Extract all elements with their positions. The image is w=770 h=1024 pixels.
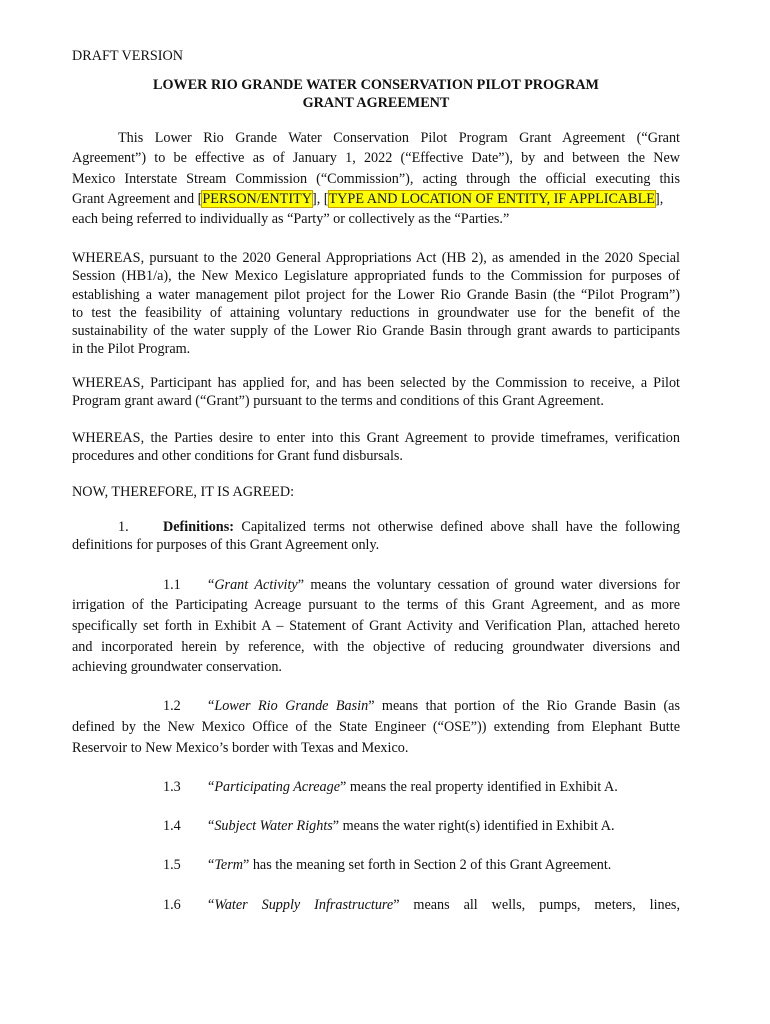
intro-line: Agreement”) to be effective as of January 1, 2022 (“Effective Date”), by and between the New bbox=[72, 150, 680, 166]
now-therefore-clause: NOW, THEREFORE, IT IS AGREED: bbox=[72, 484, 295, 500]
definition-number: 1.6 bbox=[163, 897, 181, 913]
defined-term: Term bbox=[214, 857, 243, 873]
definition-text: “Grant Activity” means the voluntary cessation of ground water diversions for bbox=[208, 577, 680, 593]
definition-text: “Term” has the meaning set forth in Section 2 of this Grant Agreement. bbox=[208, 857, 612, 873]
whereas-line: sustainability of the water supply of the Lower Rio Grande Basin through grant awards to participants bbox=[72, 323, 680, 339]
section-intro-text: Capitalized terms not otherwise defined above shall have the following bbox=[233, 519, 680, 535]
whereas-line: in the Pilot Program. bbox=[72, 341, 191, 357]
whereas-line: Program grant award (“Grant”) pursuant to the terms and conditions of this Grant Agreement. bbox=[72, 393, 604, 409]
document-title: LOWER RIO GRANDE WATER CONSERVATION PILOT PROGRAM bbox=[153, 77, 599, 93]
definition-number: 1.1 bbox=[163, 577, 181, 593]
entity-type-placeholder: TYPE AND LOCATION OF ENTITY, IF APPLICABLE bbox=[328, 191, 655, 207]
definition-number: 1.5 bbox=[163, 857, 181, 873]
definition-line: achieving groundwater conservation. bbox=[72, 659, 282, 675]
intro-line: Mexico Interstate Stream Commission (“Commission”), acting through the official executing this bbox=[72, 171, 680, 187]
definition-number: 1.3 bbox=[163, 779, 181, 795]
definition-line: specifically set forth in Exhibit A – Statement of Grant Activity and Verification Plan, attached hereto bbox=[72, 618, 680, 634]
defined-term: Lower Rio Grande Basin bbox=[214, 698, 369, 714]
defined-term: Subject Water Rights bbox=[214, 818, 333, 834]
intro-text: ], [ bbox=[311, 191, 329, 207]
definition-number: 1.2 bbox=[163, 698, 181, 714]
definition-rest: ” means the real property identified in Exhibit A. bbox=[340, 779, 618, 795]
intro-line bbox=[72, 190, 680, 209]
definition-rest: ” has the meaning set forth in Section 2 of this Grant Agreement. bbox=[242, 857, 612, 873]
person-entity-placeholder: PERSON/ENTITY bbox=[202, 191, 312, 207]
definition-rest: ” means all wells, pumps, meters, lines, bbox=[393, 897, 680, 913]
whereas-line: WHEREAS, the Parties desire to enter into this Grant Agreement to provide timeframes, verification bbox=[72, 430, 680, 446]
definition-rest: ” means the water right(s) identified in Exhibit A. bbox=[332, 818, 615, 834]
whereas-line: WHEREAS, pursuant to the 2020 General Appropriations Act (HB 2), as amended in the 2020 Special bbox=[72, 250, 680, 266]
section-line: definitions for purposes of this Grant Agreement only. bbox=[72, 537, 380, 553]
definition-text: “Lower Rio Grande Basin” means that portion of the Rio Grande Basin (as bbox=[208, 698, 681, 714]
definition-line: irrigation of the Participating Acreage pursuant to the terms of this Grant Agreement, and as more bbox=[72, 597, 680, 613]
definition-text: “Subject Water Rights” means the water right(s) identified in Exhibit A. bbox=[208, 818, 615, 834]
section-number: 1. bbox=[118, 519, 129, 535]
intro-line: This Lower Rio Grande Water Conservation Pilot Program Grant Agreement (“Grant bbox=[118, 130, 680, 146]
defined-term: Water Supply Infrastructure bbox=[214, 897, 394, 913]
section-heading: Definitions: bbox=[163, 519, 234, 535]
intro-line: each being referred to individually as “Party” or collectively as the “Parties.” bbox=[72, 211, 510, 227]
definition-text: “Water Supply Infrastructure” means all wells, pumps, meters, lines, bbox=[208, 897, 680, 913]
whereas-line: WHEREAS, Participant has applied for, and has been selected by the Commission to receive, a Pilot bbox=[72, 375, 680, 391]
intro-text: ], bbox=[654, 191, 664, 207]
intro-text: Grant Agreement and [ bbox=[72, 191, 203, 207]
definition-text: “Participating Acreage” means the real property identified in Exhibit A. bbox=[208, 779, 618, 795]
section-heading-text bbox=[163, 518, 680, 537]
definition-line: defined by the New Mexico Office of the State Engineer (“OSE”)) extending from Elephant Butte bbox=[72, 719, 680, 735]
defined-term: Grant Activity bbox=[214, 577, 298, 593]
whereas-line: establishing a water management pilot project for the Lower Rio Grande Basin (the “Pilot Program”) bbox=[72, 287, 680, 303]
whereas-line: procedures and other conditions for Grant fund disbursals. bbox=[72, 448, 403, 464]
defined-term: Participating Acreage bbox=[214, 779, 341, 795]
whereas-line: Session (HB1/a), the New Mexico Legislature appropriated funds to the Commission for purposes of bbox=[72, 268, 680, 284]
definition-rest: ” means that portion of the Rio Grande Basin (as bbox=[368, 698, 681, 714]
definition-rest: ” means the voluntary cessation of ground water diversions for bbox=[297, 577, 680, 593]
whereas-line: to test the feasibility of attaining voluntary reductions in groundwater use for the benefit of the bbox=[72, 305, 680, 321]
definition-line: and incorporated herein by reference, with the objective of reducing groundwater diversions and bbox=[72, 639, 680, 655]
definition-line: Reservoir to New Mexico’s border with Texas and Mexico. bbox=[72, 740, 409, 756]
definition-number: 1.4 bbox=[163, 818, 181, 834]
document-subtitle: GRANT AGREEMENT bbox=[302, 95, 450, 111]
draft-label: DRAFT VERSION bbox=[72, 48, 184, 64]
